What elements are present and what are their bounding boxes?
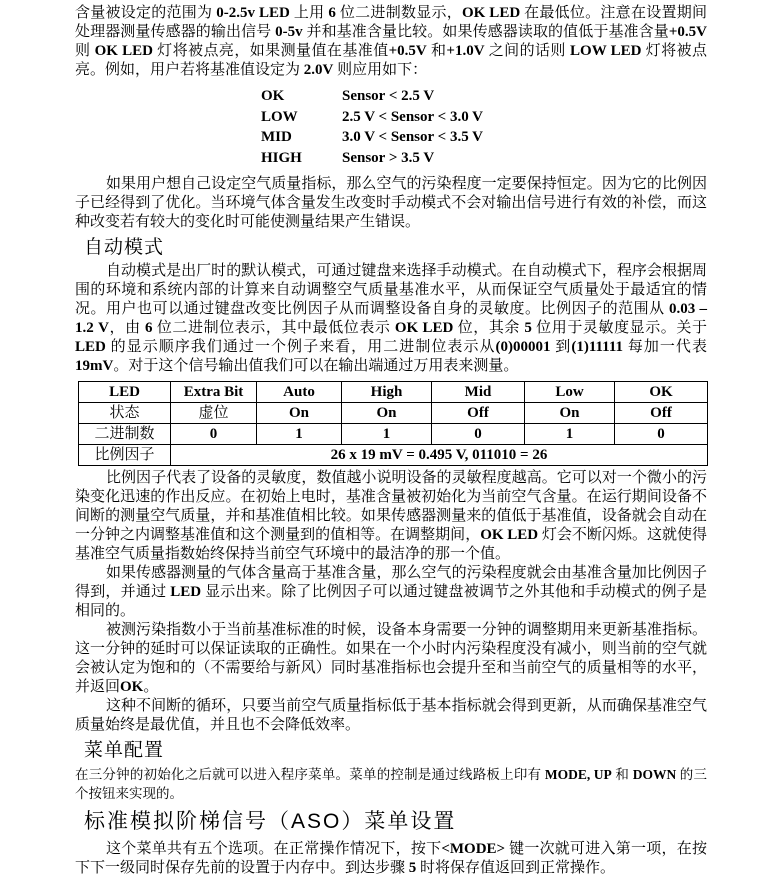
table-row-header	[79, 382, 708, 403]
table-cell: Off	[615, 403, 708, 424]
threshold-row-low	[261, 107, 707, 128]
auto-mode-heading: 自动模式	[84, 237, 165, 258]
table-cell: 0	[615, 424, 708, 445]
table-cell: 1	[342, 424, 432, 445]
threshold-value: Sensor > 3.5 V	[342, 149, 435, 166]
threshold-row-high	[261, 148, 707, 169]
aso-menu-heading: 标准模拟阶梯信号（ASO）菜单设置	[84, 810, 457, 833]
table-cell: 0	[171, 424, 257, 445]
table-cell: On	[525, 403, 615, 424]
table-cell: 1	[525, 424, 615, 445]
table-cell: 比例因子	[79, 445, 171, 466]
threshold-row-mid	[261, 127, 707, 148]
table-cell: Off	[432, 403, 525, 424]
baseline-update-paragraph: 被测污染指数小于当前基准标准的时候，设备本身需要一分钟的调整期用来更新基准指标。这一分钟的延时可以保证读取的正确性。如果在一个小时内污染程度没有减小，则当前的空气就会被认定为饱和的（不需要给与新风）同时基准指标也会提升至和当前空气的质量相等的水平，并返回OK。	[75, 622, 707, 695]
table-cell: LED	[79, 382, 171, 403]
auto-mode-paragraph: 自动模式是出厂时的默认模式，可通过键盘来选择手动模式。在自动模式下，程序会根据周围的环境和系统内部的计算来自动调整空气质量基准水平，从而保证空气质量处于最适宜的情况。用户也可以通过键盘改变比例因子从而调整设备自身的灵敏度。比例因子的范围从 0.03 – 1.2 V，由 6 位二进制位表示，其中最低位表示 OK LED 位，其余 5 位用于灵敏度显示。关于 LED 的显示顺序我们通过一个例子来看，用二进制位表示从(0)00001 到(1)11111 每加一代表 19mV。对于这个信号输出值我们可以在输出端通过万用表来测量。	[75, 263, 708, 374]
threshold-value: Sensor < 2.5 V	[342, 88, 435, 104]
table-cell: Low	[525, 382, 615, 403]
sensor-threshold-list	[261, 86, 707, 168]
table-cell: 二进制数	[79, 424, 171, 445]
scale-factor-paragraph: 比例因子代表了设备的灵敏度，数值越小说明设备的灵敏程度越高。它可以对一个微小的污染变化迅速的作出反应。在初始上电时，基准含量被初始化为当前空气含量。在运行期间设备不间断的测量空气质量，并和基准值相比较。如果传感器测量来的值低于基准值，设备就会自动在一分钟之内调整基准值和这个测量到的值相等。在调整期间，OK LED 灯会不断闪烁。这就使得基准空气质量指数始终保持当前空气环境中的最洁净的那一个值。	[75, 470, 707, 562]
table-cell: 状态	[79, 403, 171, 424]
menu-config-paragraph: 在三分钟的初始化之后就可以进入程序菜单。菜单的控制是通过线路板上印有 MODE, UP 和 DOWN 的三个按钮来实现的。	[75, 767, 708, 801]
table-cell: Extra Bit	[171, 382, 257, 403]
table-row-status	[79, 403, 708, 424]
threshold-label: HIGH	[261, 149, 302, 166]
intro-paragraph: 含量被设定的范围为 0-2.5v LED 上用 6 位二进制数显示，OK LED 在最低位。注意在设置期间处理器测量传感器的输出信号 0-5v 并和基准含量比较。如果传感器读取的值低于基准含量+0.5V 则 OK LED 灯将被点亮，如果测量值在基准值+0.5V 和+1.0V 之间的话则 LOW LED 灯将被点亮。例如，用户若将基准值设定为 2.0V 则应用如下：	[75, 5, 707, 78]
table-cell: 0	[432, 424, 525, 445]
table-cell: OK	[615, 382, 708, 403]
loop-paragraph: 这种不间断的循环，只要当前空气质量指标低于基本指标就会得到更新，从而确保基准空气质量始终是最优值，并且也不会降低效率。	[75, 698, 707, 733]
table-cell: 虚位	[171, 403, 257, 424]
table-cell: Auto	[257, 382, 342, 403]
threshold-row-ok	[261, 86, 707, 107]
threshold-value: 2.5 V < Sensor < 3.0 V	[342, 108, 484, 125]
table-cell: 1	[257, 424, 342, 445]
table-cell: On	[342, 403, 432, 424]
threshold-label: OK	[261, 88, 285, 104]
table-cell-scale-value: 26 x 19 mV = 0.495 V, 011010 = 26	[171, 445, 708, 466]
table-cell: Mid	[432, 382, 525, 403]
table-row-binary	[79, 424, 708, 445]
table-row-scale-factor	[79, 445, 708, 466]
led-status-table	[78, 381, 708, 466]
threshold-value: 3.0 V < Sensor < 3.5 V	[342, 129, 484, 145]
menu-config-heading: 菜单配置	[84, 740, 165, 761]
threshold-label: LOW	[261, 108, 298, 125]
threshold-label: MID	[261, 129, 292, 145]
table-cell: On	[257, 403, 342, 424]
aso-menu-paragraph: 这个菜单共有五个选项。在正常操作情况下，按下<MODE> 键一次就可进入第一项，在按下下一级同时保存先前的设置于内存中。到达步骤 5 时将保存值返回到正常操作。	[75, 841, 707, 876]
manual-mode-note-paragraph: 如果用户想自己设定空气质量指标，那么空气的污染程度一定要保持恒定。因为它的比例因子已经得到了优化。当环境气体含量发生改变时手动模式不会对输出信号进行有效的补偿，而这种改变若有较大的变化时可能使测量结果产生错误。	[75, 176, 707, 230]
table-cell: High	[342, 382, 432, 403]
high-content-paragraph: 如果传感器测量的气体含量高于基准含量，那么空气的污染程度就会由基准含量加比例因子得到，并通过 LED 显示出来。除了比例因子可以通过键盘被调节之外其他和手动模式的例子是相同的。	[75, 565, 707, 619]
